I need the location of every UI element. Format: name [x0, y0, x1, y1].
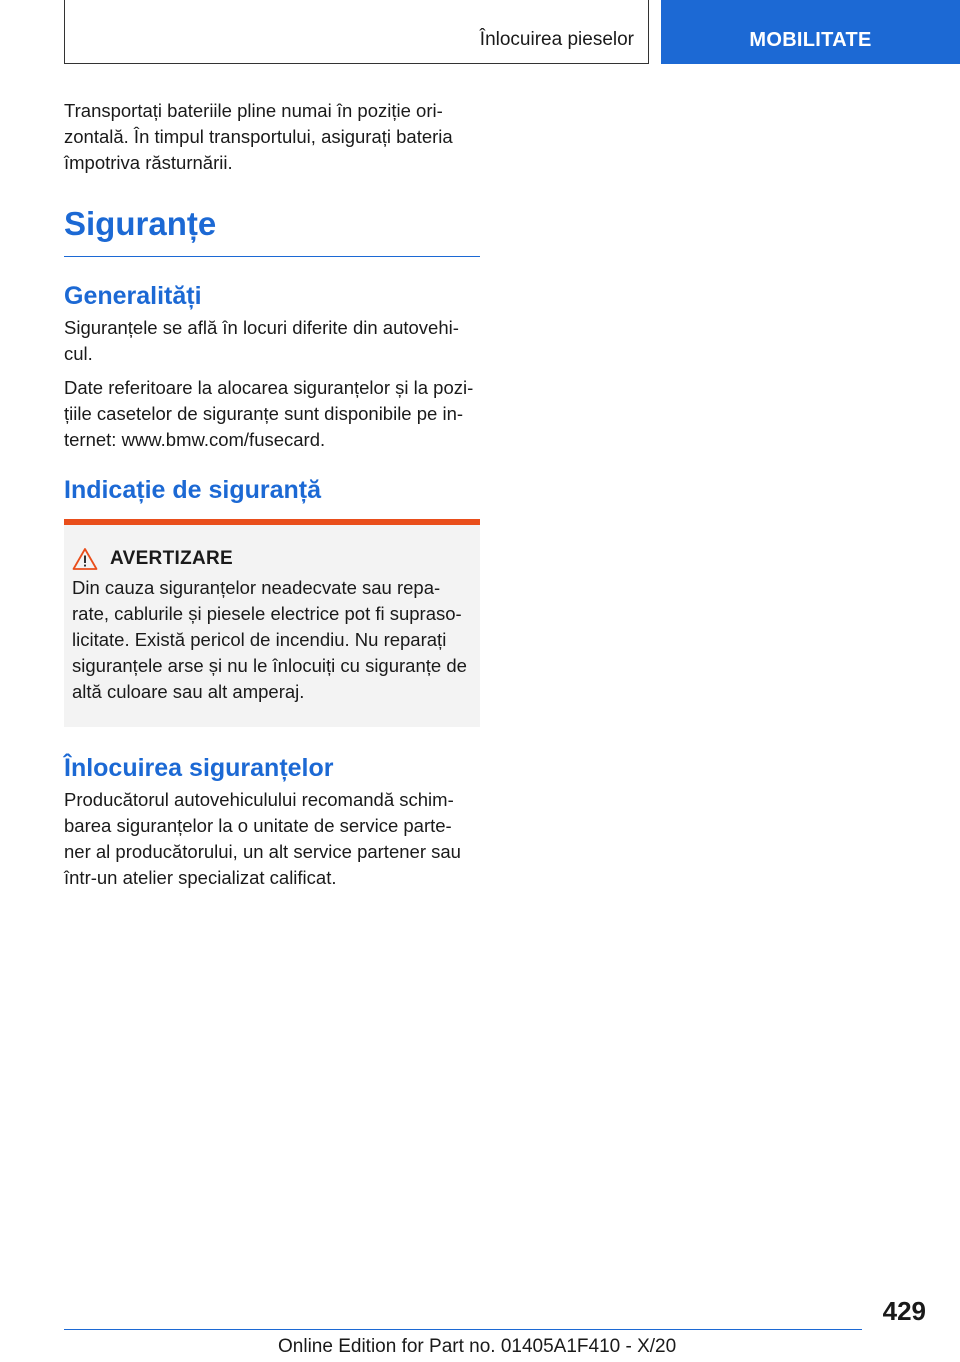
warning-title: AVERTIZARE: [110, 548, 233, 569]
page-content: [64, 98, 480, 891]
replace-fuses-heading: Înlocuirea siguranțelor: [64, 754, 334, 782]
replace-fuses-paragraph: Producătorul autovehiculului recomandă schim-barea siguranțelor la o unitate de service parte-ner al producătorului, un alt service partener sau într-un atelier specializat calificat.: [64, 789, 461, 888]
chapter-title: Înlocuirea pieselor: [479, 29, 634, 50]
footer-rule: [64, 1329, 862, 1330]
section-tab: MOBILITATE: [661, 0, 960, 64]
intro-paragraph: Transportați bateriile pline numai în poziție ori-zontală. În timpul transportului, asigurați bateria împotriva răsturnării.: [64, 100, 453, 173]
edition-footer: Online Edition for Part no. 01405A1F410 - X/20: [278, 1336, 677, 1357]
safety-heading: Indicație de siguranță: [64, 476, 322, 504]
warning-text: Din cauza siguranțelor neadecvate sau repa-rate, cablurile și piesele electrice pot fi supraso-licitate. Există pericol de incendiu. Nu reparați siguranțele arse și nu le înlocuiți cu siguranțe de altă culoare sau alt amperaj.: [72, 577, 467, 702]
generalities-paragraph-2: Date referitoare la alocarea siguranțelor și la pozi-țiile casetelor de siguranțe sunt disponibile pe in-ternet: www.bmw.com/fusecard.: [64, 377, 474, 450]
warning-box: [64, 519, 480, 727]
warning-triangle-icon: [72, 547, 98, 571]
warning-header: [72, 547, 472, 571]
header-chapter-box: [64, 0, 649, 64]
generalities-heading: Generalități: [64, 282, 202, 310]
generalities-paragraph-1: Siguranțele se află în locuri diferite din autovehi-cul.: [64, 317, 459, 364]
section-title: Siguranțe: [64, 205, 217, 242]
page-number: 429: [882, 1296, 926, 1326]
